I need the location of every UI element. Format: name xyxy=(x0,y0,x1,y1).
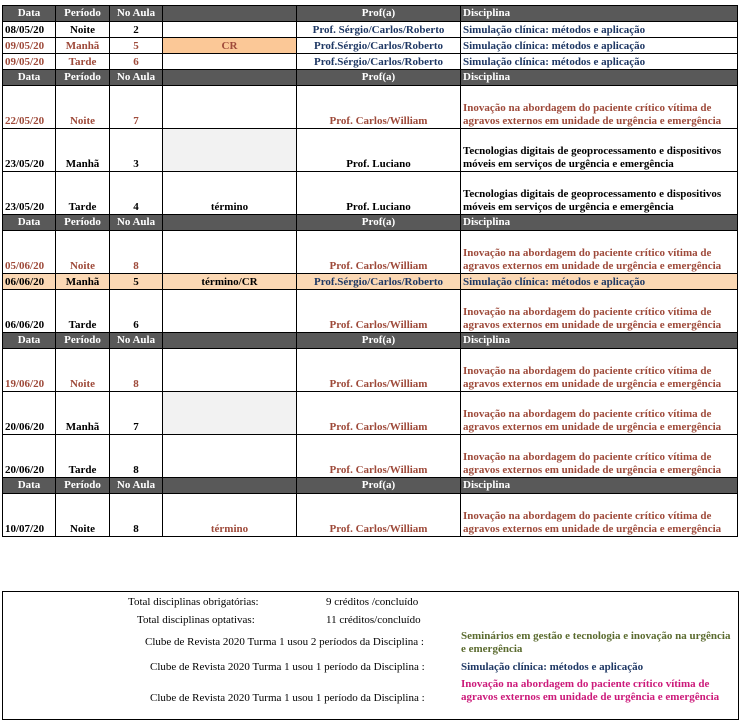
note-cell xyxy=(163,290,297,333)
date-cell: 19/06/20 xyxy=(3,349,56,392)
note-cell: término xyxy=(163,494,297,537)
aula-number-cell: 4 xyxy=(110,172,163,215)
discipline-cell: Inovação na abordagem do paciente crítico vítima de agravos externos em unidade de urgência e emergência xyxy=(461,494,738,537)
summary-box xyxy=(2,591,739,720)
note-cell: término/CR xyxy=(163,274,297,290)
table-row xyxy=(3,349,738,392)
professor-cell: Prof. Carlos/William xyxy=(297,349,461,392)
discipline-cell: Inovação na abordagem do paciente crítico vítima de agravos externos em unidade de urgência e emergência xyxy=(461,231,738,274)
header-prof: Prof(a) xyxy=(297,333,461,349)
header-disciplina: Disciplina xyxy=(461,70,738,86)
schedule-body xyxy=(3,6,738,537)
aula-number-cell: 8 xyxy=(110,494,163,537)
header-no-aula: No Aula xyxy=(110,6,163,22)
date-cell: 08/05/20 xyxy=(3,22,56,38)
obrigatorias-value: 9 créditos /concluído xyxy=(326,596,419,608)
period-cell: Noite xyxy=(56,494,110,537)
discipline-cell: Tecnologias digitais de geoprocessamento e dispositivos móveis em serviços de urgência e emergência xyxy=(461,129,738,172)
header-no-aula: No Aula xyxy=(110,70,163,86)
clube-line1-label: Clube de Revista 2020 Turma 1 usou 2 períodos da Disciplina : xyxy=(145,636,424,648)
aula-number-cell: 5 xyxy=(110,38,163,54)
date-cell: 09/05/20 xyxy=(3,38,56,54)
table-row xyxy=(3,38,738,54)
period-cell: Tarde xyxy=(56,54,110,70)
discipline-cell: Simulação clínica: métodos e aplicação xyxy=(461,22,738,38)
date-cell: 09/05/20 xyxy=(3,54,56,70)
professor-cell: Prof. Carlos/William xyxy=(297,86,461,129)
discipline-cell: Inovação na abordagem do paciente crítico vítima de agravos externos em unidade de urgência e emergência xyxy=(461,435,738,478)
table-header-row xyxy=(3,6,738,22)
period-cell: Tarde xyxy=(56,435,110,478)
optativas-value: 11 créditos/concluído xyxy=(326,614,421,626)
table-row xyxy=(3,172,738,215)
date-cell: 06/06/20 xyxy=(3,290,56,333)
header-data: Data xyxy=(3,6,56,22)
table-header-row xyxy=(3,333,738,349)
discipline-cell: Inovação na abordagem do paciente crítico vítima de agravos externos em unidade de urgência e emergência xyxy=(461,86,738,129)
header-data: Data xyxy=(3,70,56,86)
aula-number-cell: 6 xyxy=(110,54,163,70)
note-cell xyxy=(163,129,297,172)
header-no-aula: No Aula xyxy=(110,333,163,349)
period-cell: Manhã xyxy=(56,392,110,435)
clube-line2-label: Clube de Revista 2020 Turma 1 usou 1 período da Disciplina : xyxy=(150,661,425,673)
professor-cell: Prof. Luciano xyxy=(297,172,461,215)
table-header-row xyxy=(3,478,738,494)
table-row xyxy=(3,22,738,38)
professor-cell: Prof.Sérgio/Carlos/Roberto xyxy=(297,54,461,70)
professor-cell: Prof.Sérgio/Carlos/Roberto xyxy=(297,274,461,290)
aula-number-cell: 8 xyxy=(110,349,163,392)
header-disciplina: Disciplina xyxy=(461,215,738,231)
table-header-row xyxy=(3,215,738,231)
table-row xyxy=(3,129,738,172)
schedule-table xyxy=(2,5,738,537)
date-cell: 22/05/20 xyxy=(3,86,56,129)
table-row xyxy=(3,392,738,435)
period-cell: Tarde xyxy=(56,290,110,333)
table-row xyxy=(3,494,738,537)
aula-number-cell: 8 xyxy=(110,435,163,478)
clube-line1-discipline: Seminários em gestão e tecnologia e inovação na urgência e emergência xyxy=(461,630,731,655)
professor-cell: Prof.Sérgio/Carlos/Roberto xyxy=(297,38,461,54)
note-cell xyxy=(163,86,297,129)
header-blank xyxy=(163,478,297,494)
header-disciplina: Disciplina xyxy=(461,6,738,22)
aula-number-cell: 7 xyxy=(110,86,163,129)
aula-number-cell: 8 xyxy=(110,231,163,274)
clube-line3-discipline: Inovação na abordagem do paciente crítico vítima de agravos externos em unidade de urgência e emergência xyxy=(461,678,720,703)
obrigatorias-label: Total disciplinas obrigatórias: xyxy=(128,596,259,608)
date-cell: 20/06/20 xyxy=(3,435,56,478)
header-prof: Prof(a) xyxy=(297,70,461,86)
aula-number-cell: 6 xyxy=(110,290,163,333)
professor-cell: Prof. Carlos/William xyxy=(297,231,461,274)
note-cell xyxy=(163,349,297,392)
date-cell: 23/05/20 xyxy=(3,129,56,172)
date-cell: 23/05/20 xyxy=(3,172,56,215)
professor-cell: Prof. Luciano xyxy=(297,129,461,172)
note-cell: CR xyxy=(163,38,297,54)
header-periodo: Período xyxy=(56,333,110,349)
note-cell: término xyxy=(163,172,297,215)
header-blank xyxy=(163,215,297,231)
header-no-aula: No Aula xyxy=(110,478,163,494)
discipline-cell: Simulação clínica: métodos e aplicação xyxy=(461,274,738,290)
header-data: Data xyxy=(3,215,56,231)
aula-number-cell: 7 xyxy=(110,392,163,435)
aula-number-cell: 5 xyxy=(110,274,163,290)
aula-number-cell: 2 xyxy=(110,22,163,38)
header-prof: Prof(a) xyxy=(297,6,461,22)
header-blank xyxy=(163,333,297,349)
header-blank xyxy=(163,6,297,22)
table-row xyxy=(3,86,738,129)
header-periodo: Período xyxy=(56,478,110,494)
table-row xyxy=(3,435,738,478)
period-cell: Tarde xyxy=(56,172,110,215)
date-cell: 10/07/20 xyxy=(3,494,56,537)
discipline-cell: Inovação na abordagem do paciente crítico vítima de agravos externos em unidade de urgência e emergência xyxy=(461,290,738,333)
professor-cell: Prof. Carlos/William xyxy=(297,392,461,435)
professor-cell: Prof. Carlos/William xyxy=(297,290,461,333)
discipline-cell: Simulação clínica: métodos e aplicação xyxy=(461,54,738,70)
discipline-cell: Simulação clínica: métodos e aplicação xyxy=(461,38,738,54)
note-cell xyxy=(163,22,297,38)
table-header-row xyxy=(3,70,738,86)
header-periodo: Período xyxy=(56,6,110,22)
clube-line3-label: Clube de Revista 2020 Turma 1 usou 1 período da Disciplina : xyxy=(150,692,425,704)
period-cell: Manhã xyxy=(56,274,110,290)
date-cell: 06/06/20 xyxy=(3,274,56,290)
discipline-cell: Tecnologias digitais de geoprocessamento e dispositivos móveis em serviços de urgência e emergência xyxy=(461,172,738,215)
period-cell: Manhã xyxy=(56,129,110,172)
table-row xyxy=(3,54,738,70)
header-disciplina: Disciplina xyxy=(461,333,738,349)
note-cell xyxy=(163,231,297,274)
professor-cell: Prof. Carlos/William xyxy=(297,435,461,478)
clube-line2-discipline: Simulação clínica: métodos e aplicação xyxy=(461,661,644,673)
note-cell xyxy=(163,392,297,435)
header-data: Data xyxy=(3,478,56,494)
header-disciplina: Disciplina xyxy=(461,478,738,494)
header-data: Data xyxy=(3,333,56,349)
table-row xyxy=(3,290,738,333)
professor-cell: Prof. Carlos/William xyxy=(297,494,461,537)
period-cell: Manhã xyxy=(56,38,110,54)
discipline-cell: Inovação na abordagem do paciente crítico vítima de agravos externos em unidade de urgência e emergência xyxy=(461,349,738,392)
table-row xyxy=(3,231,738,274)
header-blank xyxy=(163,70,297,86)
professor-cell: Prof. Sérgio/Carlos/Roberto xyxy=(297,22,461,38)
discipline-cell: Inovação na abordagem do paciente crítico vítima de agravos externos em unidade de urgência e emergência xyxy=(461,392,738,435)
period-cell: Noite xyxy=(56,349,110,392)
header-prof: Prof(a) xyxy=(297,215,461,231)
period-cell: Noite xyxy=(56,22,110,38)
period-cell: Noite xyxy=(56,86,110,129)
header-no-aula: No Aula xyxy=(110,215,163,231)
header-periodo: Período xyxy=(56,215,110,231)
table-row xyxy=(3,274,738,290)
header-periodo: Período xyxy=(56,70,110,86)
period-cell: Noite xyxy=(56,231,110,274)
note-cell xyxy=(163,54,297,70)
note-cell xyxy=(163,435,297,478)
date-cell: 05/06/20 xyxy=(3,231,56,274)
date-cell: 20/06/20 xyxy=(3,392,56,435)
header-prof: Prof(a) xyxy=(297,478,461,494)
aula-number-cell: 3 xyxy=(110,129,163,172)
optativas-label: Total disciplinas optativas: xyxy=(137,614,255,626)
